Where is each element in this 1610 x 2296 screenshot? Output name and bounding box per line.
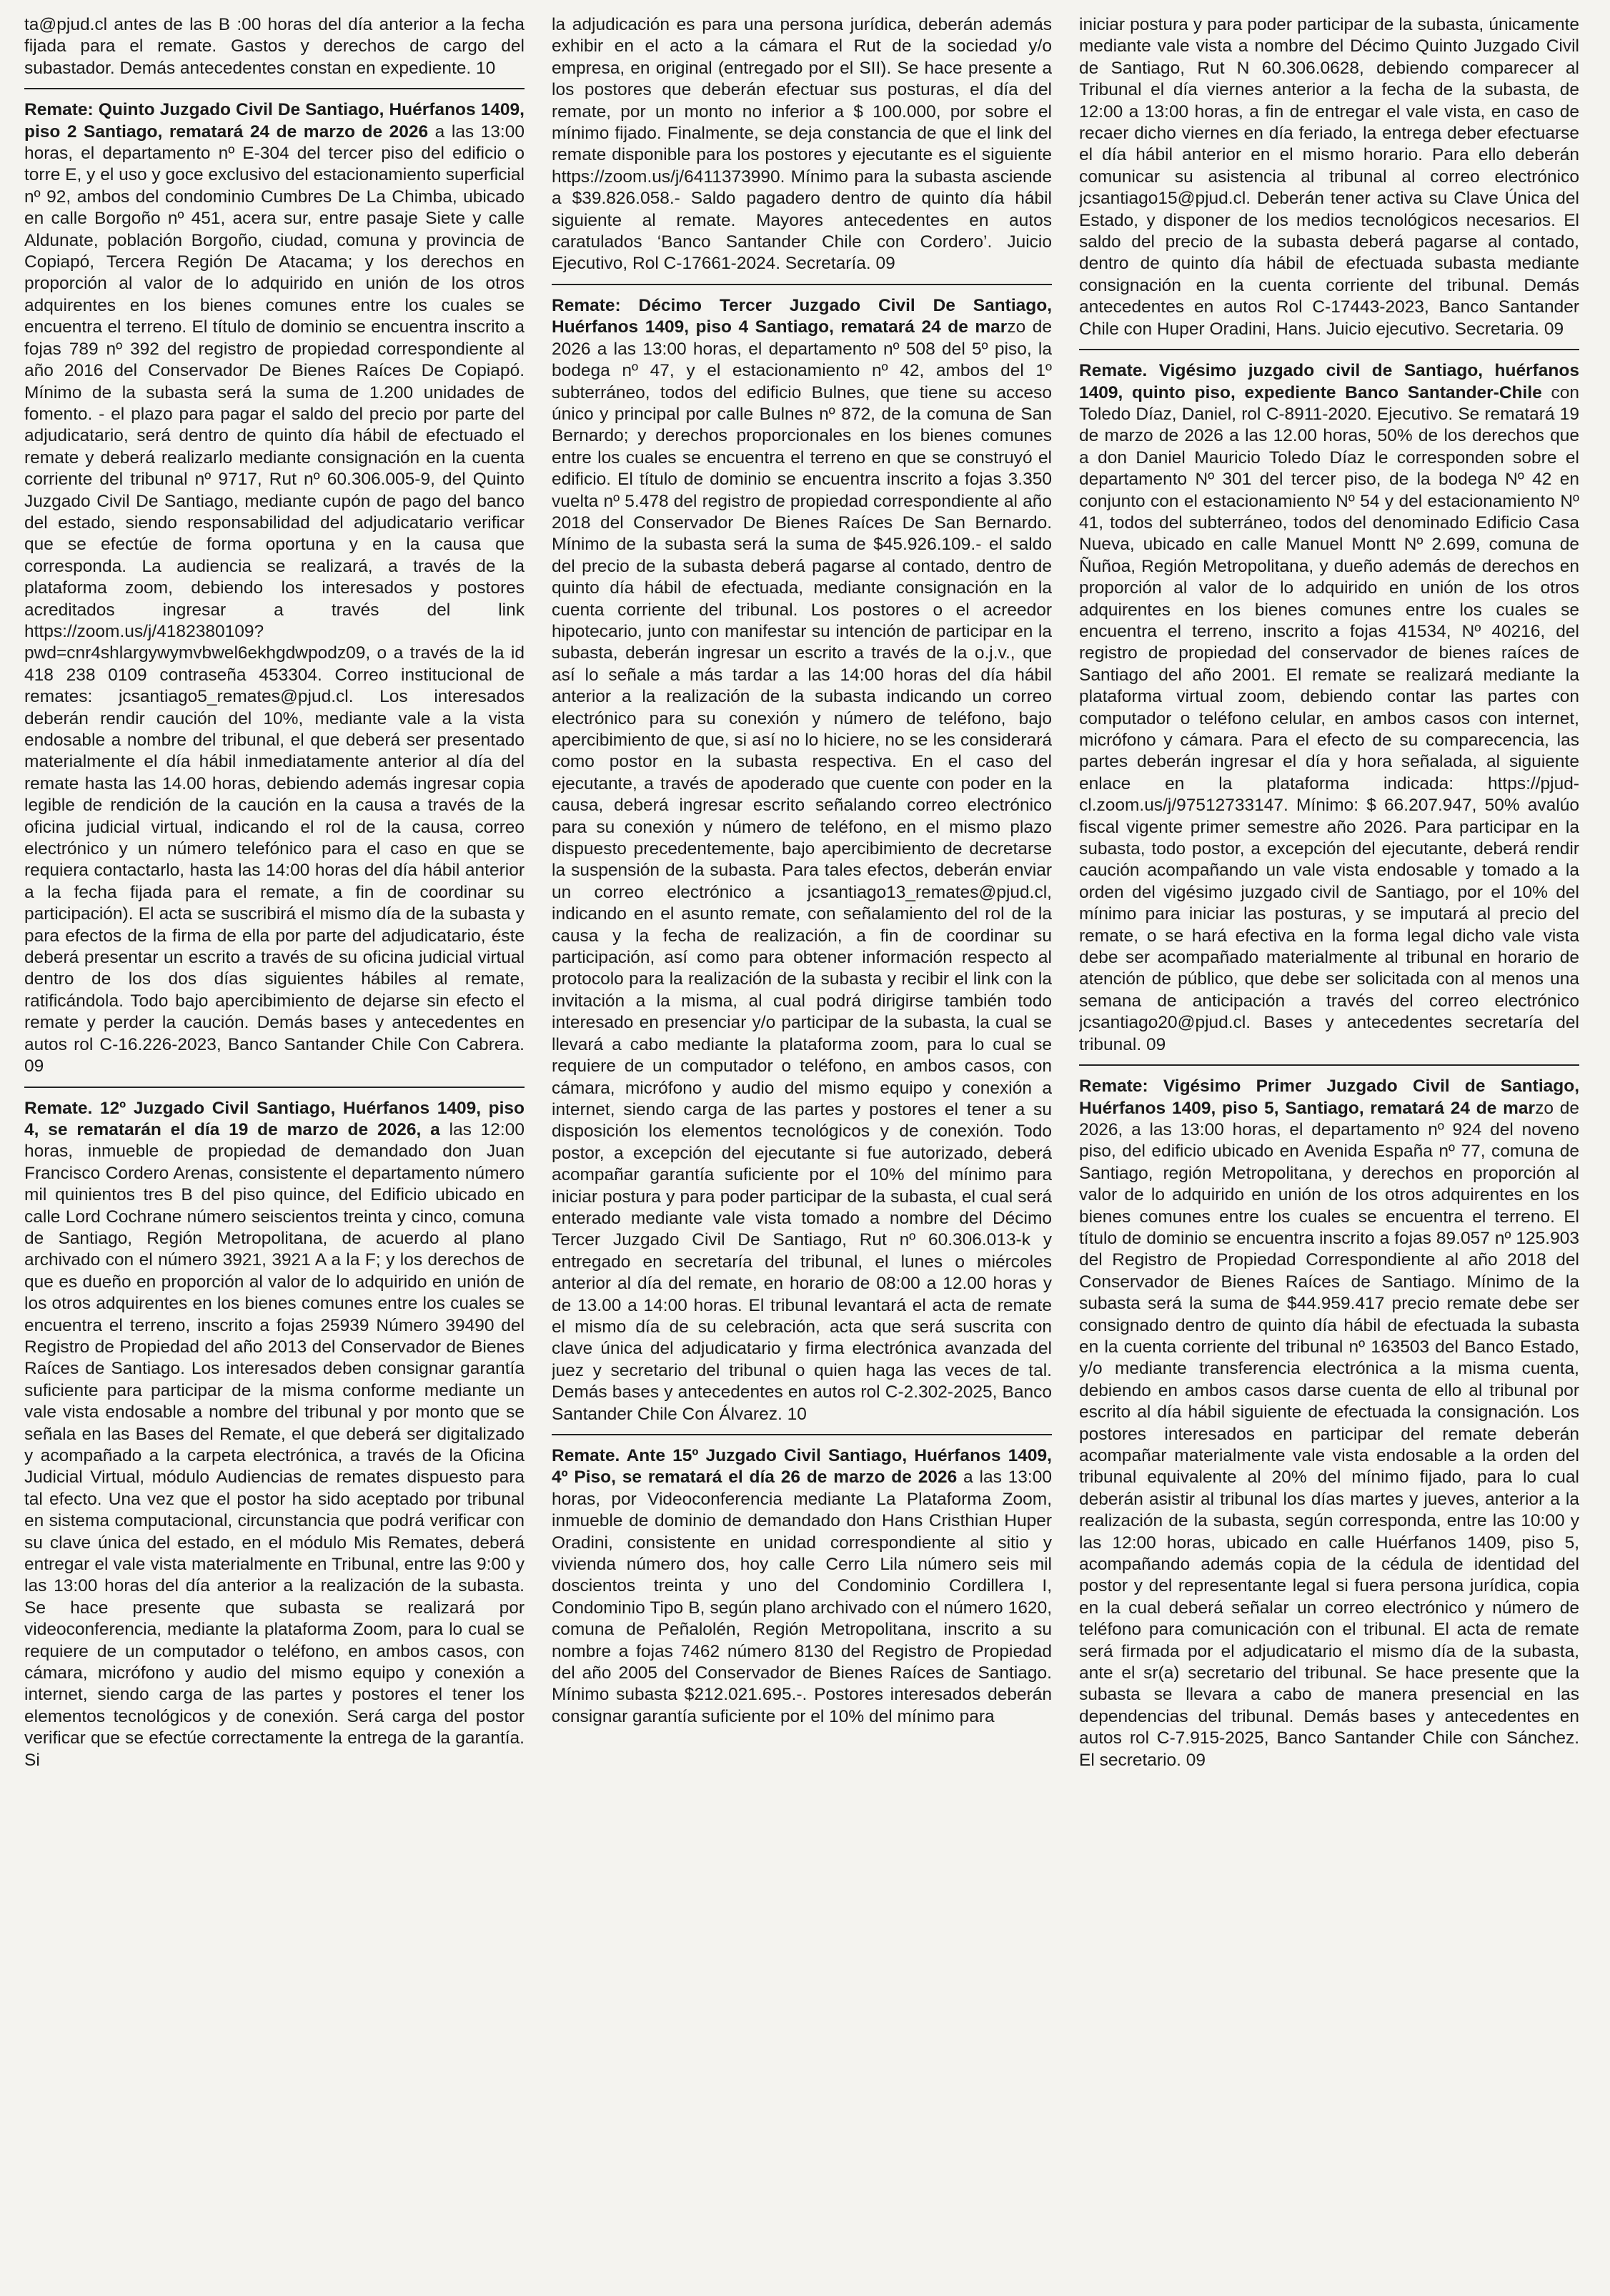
notice-heading: Remate: Quinto Juzgado Civil De Santiago, Huérfanos 1409, piso 2 Santiago, rematará 24 de marzo de 2026: [24, 100, 525, 142]
notice-heading: Remate. Ante 15º Juzgado Civil Santiago, Huérfanos 1409, 4º Piso, se rematará el día 26 de marzo de 2026: [552, 1446, 1052, 1488]
notice-heading: Remate: Décimo Tercer Juzgado Civil De Santiago, Huérfanos 1409, piso 4 Santiago, rematará 24 de mar: [552, 295, 1052, 337]
notice-body: con Toledo Díaz, Daniel, rol C-8911-2020. Ejecutivo. Se rematará 19 de marzo de 2026 a las 12.00 horas, 50% de los derechos que a don Daniel Mauricio Toledo Díaz le corresponden sobre el departamento Nº 301 del tercer piso, de la bodega Nº 42 en conjunto con el estacionamiento Nº 54 y del estacionamiento Nº 41, todos del subterráneo, todos del denominado Edificio Casa Nueva, ubicado en calle Manuel Montt Nº 2.699, comuna de Ñuñoa, Región Metropolitana, y dueño además de derechos en proporción al valor de lo adquirido en unión de los otros adquirentes en los bienes comunes entre los cuales se encuentra el terreno, inscrito a fojas 41534, Nº 40216, del registro de propiedad del conservador de bienes raíces de Santiago del año 2001. El remate se realizará mediante la plataforma virtual zoom, debiendo contar las partes con computador o teléfono celular, en ambos casos con internet, micrófono y cámara. Para el efecto de su comparecencia, las partes deberán ingresar el día y hora señalada, al siguiente enlace en la plataforma indicada: https://pjud-cl.zoom.us/j/97512733147. Mínimo: $ 66.207.947, 50% avalúo fiscal vigente primer semestre año 2026. Para participar en la subasta, todo postor, a excepción del ejecutante, deberá rendir caución acompañando un vale vista endosable y tomado a la orden del vigésimo juzgado civil de Santiago, por el 10% del mínimo para iniciar las posturas, y se imputará al precio del remate, o se hará efectiva en la forma legal dicho vale vista debe ser acompañado materialmente al tribunal en horario de atención de público, que debe ser solicitada con al menos una semana de anticipación a través del correo electrónico jcsantiago20@pjud.cl. Bases y antecedentes secretaría del tribunal. 09: [1079, 382, 1579, 1054]
notice-continuation: [1079, 14, 1579, 340]
column-3: [1079, 14, 1579, 2296]
notice-body: a las 13:00 horas, el departamento nº E-304 del tercer piso del edificio o torre E, y el uso y goce exclusivo del estacionamiento superficial nº 92, ambos del condominio Cumbres De La Chimba, ubicado en calle Borgoño nº 451, acera sur, entre pasaje Siete y calle Aldunate, población Borgoño, ciudad, comuna y provincia de Copiapó, Tercera Región De Atacama; y los derechos en proporción al valor de lo adquirido en unión de los otros adquirentes en los bienes comunes entre los cuales se encuentra el terreno. El título de dominio se encuentra inscrito a fojas 789 nº 392 del registro de propiedad correspondiente al año 2016 del Conservador De Bienes Raíces De Copiapó. Mínimo de la subasta será la suma de 1.200 unidades de fomento. - el plazo para pagar el saldo del precio por parte del adjudicatario, será dentro de quinto día hábil de efectuado el remate y deberá realizarlo mediante consignación en la cuenta corriente del tribunal nº 9717, Rut nº 60.306.005-9, del Quinto Juzgado Civil De Santiago, mediante cupón de pago del banco del estado, siendo responsabilidad del adjudicatario verificar que se efectúe de forma oportuna y en la causa que corresponda. La audiencia se realizará, a través de la plataforma zoom, debiendo los interesados y postores acreditados ingresar a través del link https://zoom.us/j/4182380109?pwd=cnr4shlargywymvbwel6ekhgdwpodz09, o a través de la id 418 238 0109 contraseña 453304. Correo institucional de remates: jcsantiago5_remates@pjud.cl. Los interesados deberán rendir caución del 10%, mediante vale a la vista endosable a nombre del tribunal, el que deberá ser presentado materialmente el día hábil inmediatamente anterior al día del remate hasta las 14.00 horas, debiendo además ingresar copia legible de rendición de la caución en la causa a través de la oficina judicial virtual, indicando el rol de la causa, correo electrónico y un número telefónico para el caso en que se requiera contactarlo, hasta las 14:00 horas del día hábil anterior a la fecha fijada para el remate, a fin de coordinar su participación). El acta se suscribirá el mismo día de la subasta y para efectos de la firma de ella por parte del adjudicatario, éste deberá presentar un escrito a través de su oficina judicial virtual dentro de los dos días siguientes hábiles al remate, ratificándola. Todo bajo apercibimiento de dejarse sin efecto el remate y perder la caución. Demás bases y antecedentes en autos rol C-16.226-2023, Banco Santander Chile Con Cabrera. 09: [24, 122, 525, 1077]
notice-continuation: [552, 14, 1052, 275]
notice-continuation: [24, 14, 525, 79]
notice-12-juzgado: [24, 1098, 525, 1772]
notice-divider: [552, 1434, 1052, 1435]
notice-divider: [552, 284, 1052, 285]
notice-divider: [1079, 1064, 1579, 1066]
notice-divider: [24, 1087, 525, 1088]
notice-body: zo de 2026 a las 13:00 horas, el departamento nº 508 del 5º piso, la bodega nº 47, y el estacionamiento nº 42, ambos del 1º subterráneo, todos del edificio Bulnes, que tiene su acceso único y principal por calle Bulnes nº 872, de la comuna de San Bernardo; y derechos proporcionales en los bienes comunes entre los cuales se encuentra el terreno en que se construyó el edificio. El título de dominio se encuentra inscrito a fojas 3.350 vuelta nº 5.478 del registro de propiedad correspondiente al año 2018 del Conservador De Bienes Raíces De San Bernardo. Mínimo de la subasta será la suma de $45.926.109.- el saldo del precio de la subasta deberá pagarse al contado, dentro de quinto día hábil de efectuada, mediante consignación en la cuenta corriente del tribunal. Los postores o el acreedor hipotecario, junto con manifestar su intención de participar en la subasta, deberán ingresar un escrito a través de la o.j.v., que así lo señale a más tardar a las 14:00 horas del día hábil anterior a la realización de la subasta indicando un correo electrónico para su conexión y número de teléfono, bajo apercibimiento de que, si así no lo hiciere, no se les considerará como postor en la subasta respectiva. En el caso del ejecutante, a través de apoderado que cuente con poder en la causa, deberá ingresar escrito señalando correo electrónico para su conexión y número de teléfono, en el mismo plazo dispuesto precedentemente, bajo apercibimiento de decretarse la suspensión de la subasta. Para tales efectos, deberán enviar un correo electrónico a jcsantiago13_remates@pjud.cl, indicando en el asunto remate, con señalamiento del rol de la causa y la fecha de realización, a fin de coordinar su participación, así como para obtener información respecto al protocolo para la realización de la subasta y recibir el link con la invitación a la misma, al cual podrá dirigirse también todo interesado en presenciar y/o participar de la subasta, la cual se llevará a cabo mediante la plataforma zoom, para lo cual se requiere de un computador o teléfono, en ambos casos, con cámara, micrófono y audio del mismo equipo y conexión a internet, siendo carga de las partes y postores el tener a su disposición los elementos tecnológicos y de conexión. Todo postor, a excepción del ejecutante si fue autorizado, deberá acompañar garantía suficiente por el 10% del mínimo para iniciar postura y para poder participar de la subasta, el cual será enterado mediante vale vista tomado a nombre del Décimo Tercer Juzgado Civil De Santiago, Rut nº 60.306.013-k y entregado en secretaría del tribunal, el lunes o miércoles anterior al día del remate, en horario de 08:00 a 12.00 horas y de 13.00 a 14:00 horas. El tribunal levantará el acta de remate el mismo día de su celebración, acta que será suscrita con clave única del adjudicatario y firma electrónica avanzada del juez y secretario del tribunal o quien haga las veces de tal. Demás bases y antecedentes en autos rol C-2.302-2025, Banco Santander Chile Con Álvarez. 10: [552, 317, 1052, 1424]
notice-body: a las 13:00 horas, por Videoconferencia mediante La Plataforma Zoom, inmueble de dominio de demandado don Hans Cristhian Huper Oradini, consistente en unidad correspondiente al sitio y vivienda número dos, hoy calle Cerro Lila número seis mil doscientos treinta y uno del Condominio Cordillera I, Condominio Tipo B, según plano archivado con el número 1620, comuna de Peñalolén, Región Metropolitana, inscrito a su nombre a fojas 7462 número 8130 del Registro de Propiedad del año 2005 del Conservador de Bienes Raíces de Santiago. Mínimo subasta $212.021.695.-. Postores interesados deberán consignar garantía suficiente por el 10% del mínimo para: [552, 1468, 1052, 1726]
notice-divider: [24, 88, 525, 89]
notice-body: iniciar postura y para poder participar de la subasta, únicamente mediante vale vista a nombre del Décimo Quinto Juzgado Civil de Santiago, Rut N 60.306.0628, debiendo comparecer al Tribunal el día viernes anterior a la fecha de la subasta, de 12:00 a 13:00 horas, a fin de entregar el vale vista, en caso de recaer dicho viernes en día feriado, la entrega deber efectuarse el día hábil anterior en el mismo horario. Para ello deberán comunicar su asistencia al tribunal al correo electrónico jcsantiago15@pjud.cl. Deberán tener activa su Clave Única del Estado, y disponer de los medios tecnológicos necesarios. El saldo del precio de la subasta deberá pagarse al contado, dentro de quinto día hábil de efectuada subasta mediante consignación en la cuenta corriente del tribunal. Demás antecedentes en autos Rol C-17443-2023, Banco Santander Chile con Huper Oradini, Hans. Juicio ejecutivo. Secretaria. 09: [1079, 15, 1579, 339]
notice-divider: [1079, 349, 1579, 350]
notice-body: las 12:00 horas, inmueble de propiedad de demandado don Juan Francisco Cordero Arenas, consistente el departamento número mil quinientos tres B del piso quince, del Edificio ubicado en calle Lord Cochrane número seiscientos treinta y cinco, comuna de Santiago, Región Metropolitana, de acuerdo al plano archivado con el número 3921, 3921 A a la F; y los derechos de que es dueño en proporción al valor de lo adquirido en unión de los otros adquirentes en los bienes comunes entre los cuales se encuentra el terreno, inscrito a fojas 25939 Número 39490 del Registro de Propiedad del año 2013 del Conservador de Bienes Raíces de Santiago. Los interesados deben consignar garantía suficiente para participar de la misma conforme mediante un vale vista endosable a nombre del tribunal y por monto que se señala en las Bases del Remate, el que deberá ser digitalizado y acompañado a la carpeta electrónica, a través de la Oficina Judicial Virtual, módulo Audiencias de remates dispuesto para tal efecto. Una vez que el postor ha sido aceptado por tribunal en sistema computacional, circunstancia que podrá verificar con su clave única del estado, en el módulo Mis Remates, deberá entregar el vale vista materialmente en Tribunal, entre las 9:00 y las 13:00 horas del día anterior a la realización de la subasta. Se hace presente que subasta se realizará por videoconferencia, mediante la plataforma Zoom, para lo cual se requiere de un computador o teléfono, en ambos casos, con cámara, micrófono y audio del mismo equipo y conexión a internet, siendo carga de las partes y postores el tener los elementos tecnológicos y de conexión. Será carga del postor verificar que se efectúe correctamente la entrega de la garantía. Si: [24, 1119, 525, 1770]
notice-heading: Remate: Vigésimo Primer Juzgado Civil de Santiago, Huérfanos 1409, piso 5, Santiago, rematará 24 de mar: [1079, 1077, 1579, 1118]
notice-quinto-juzgado: [24, 99, 525, 1077]
notice-heading: Remate. Vigésimo juzgado civil de Santiago, huérfanos 1409, quinto piso, expediente Banco Santander-Chile: [1079, 361, 1579, 402]
notice-body: zo de 2026, a las 13:00 horas, el departamento nº 924 del noveno piso, del edificio ubicado en Avenida España nº 77, comuna de Santiago, región Metropolitana, y derechos en proporción al valor de lo adquirido en unión de los otros adquirentes en los bienes comunes entre los cuales se encuentra el terreno. El título de dominio se encuentra inscrito a fojas 89.057 nº 125.903 del Registro de Propiedad Correspondiente al año 2018 del Conservador de Bienes Raíces de Santiago. Mínimo de la subasta será la suma de $44.959.417 precio remate debe ser consignado dentro de quinto día hábil de efectuada la subasta en la cuenta corriente del tribunal nº 163503 del Banco Estado, y/o mediante transferencia electrónica a la misma cuenta, debiendo en ambos casos darse cuenta de ello al tribunal por escrito al día hábil siguiente de efectuada la consignación. Los postores interesados en participar del remate deberán acompañar materialmente vale vista endosable a la orden del tribunal equivalente al 20% del mínimo fijado, para lo cual deberán asistir al tribunal los días martes y jueves, anterior a la realización de la subasta, según corresponda, entre las 10:00 y las 12:00 horas, ubicado en calle Huérfanos 1409, piso 5, acompañando además copia de la cédula de identidad del postor y del representante legal si fuera persona jurídica, copia en la cual deberá señalar un correo electrónico y número de teléfono para comunicación con el tribunal. El acta de remate será firmada por el adjudicatario el mismo día de la subasta, ante el sr(a) secretario del tribunal. Se hace presente que la subasta se llevara a cabo de manera presencial en las dependencias del tribunal. Demás bases y antecedentes en autos rol C-7.915-2025, Banco Santander Chile con Sánchez. El secretario. 09: [1079, 1098, 1579, 1770]
notice-heading: Remate. 12º Juzgado Civil Santiago, Huérfanos 1409, piso 4, se rematarán el día 19 de marzo de 2026, a: [24, 1098, 525, 1139]
notice-vigesimo-juzgado: [1079, 360, 1579, 1056]
notice-body: la adjudicación es para una persona jurídica, deberán además exhibir en el acto a la cámara el Rut de la sociedad y/o empresa, en original (entregado por el SII). Se hace presente a los postores que deberán efectuar sus posturas, el día del remate, por un monto no inferior a $ 100.000, por sobre el mínimo fijado. Finalmente, se deja constancia de que el link del remate disponible para los postores y ejecutante es el siguiente https://zoom.us/j/6411373990. Mínimo para la subasta asciende a $39.826.058.- Saldo pagadero dentro de quinto día hábil siguiente al remate. Mayores antecedentes en autos caratulados ‘Banco Santander Chile con Cordero’. Juicio Ejecutivo, Rol C-17661-2024. Secretaría. 09: [552, 15, 1052, 274]
notice-15-juzgado: [552, 1445, 1052, 1728]
column-1: [24, 14, 525, 2296]
notice-body: ta@pjud.cl antes de las B :00 horas del día anterior a la fecha fijada para el remate. Gastos y derechos de cargo del subastador. Demás antecedentes constan en expediente. 10: [24, 15, 525, 78]
column-2: [552, 14, 1052, 2296]
notice-decimo-tercer-juzgado: [552, 295, 1052, 1425]
notice-vigesimo-primer-juzgado: [1079, 1076, 1579, 1771]
